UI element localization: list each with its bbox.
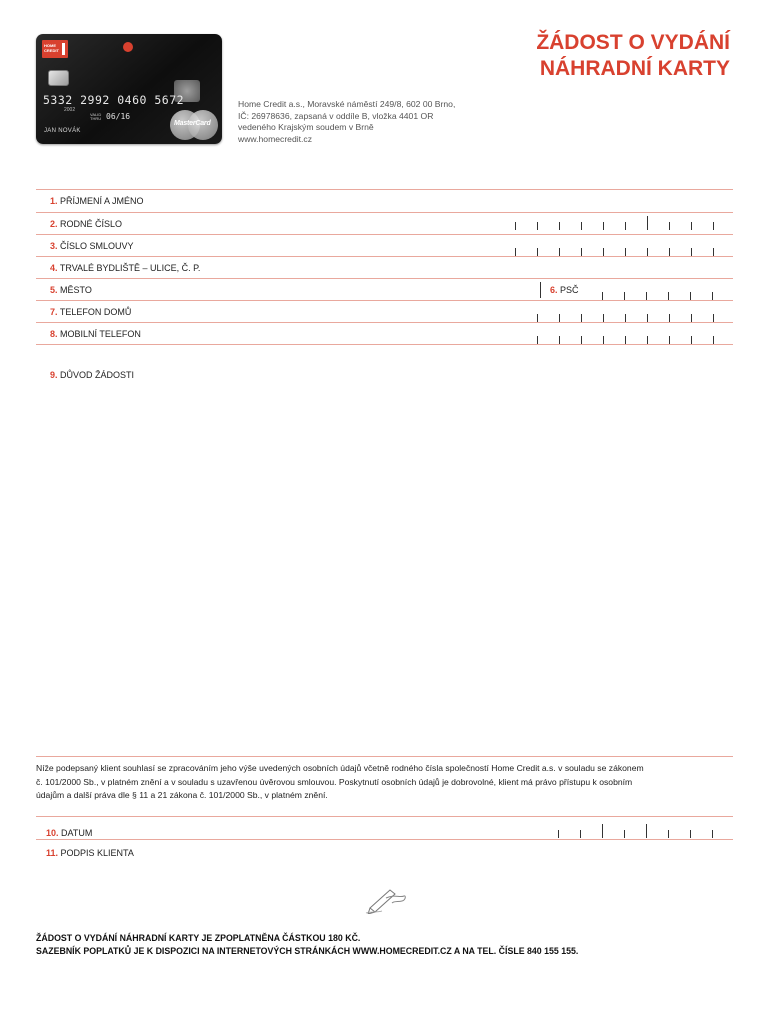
card-holder: JAN NOVÁK [44, 128, 81, 134]
home-credit-logo: HOME CREDIT [42, 40, 68, 58]
card-network: MasterCard [174, 120, 211, 127]
field-home-phone[interactable]: 7. TELEFON DOMŮ [50, 307, 132, 317]
page-title-line1: ŽÁDOST O VYDÁNÍ [536, 31, 730, 54]
contract-number-ticks [515, 246, 735, 256]
mastercard-logo-icon [170, 110, 220, 140]
company-registration: IČ: 26978636, zapsaná v oddíle B, vložka 4401 OR [238, 110, 434, 121]
field-date[interactable]: 10. DATUM [46, 828, 93, 838]
card-chip-icon [48, 70, 69, 86]
home-phone-ticks [537, 312, 714, 322]
postal-code-ticks [602, 290, 713, 300]
signature-pen-icon [364, 884, 408, 914]
field-postal-code[interactable]: 6. PSČ [550, 285, 579, 295]
field-reason[interactable]: 9. DŮVOD ŽÁDOSTI [50, 370, 135, 380]
date-ticks [558, 828, 713, 838]
company-court: vedeného Krajským soudem v Brně [238, 122, 374, 132]
mobile-phone-ticks [537, 334, 714, 344]
city-psc-separator [540, 282, 541, 298]
company-address: Home Credit a.s., Moravské náměstí 249/8, 602 00 Brno, [238, 99, 456, 109]
divider [36, 344, 733, 345]
company-info [238, 99, 455, 145]
field-full-name[interactable]: 1. PŘÍJMENÍ A JMÉNO [50, 196, 144, 206]
card-member-since: 2002 [64, 107, 76, 113]
field-city[interactable]: 5. MĚSTO [50, 285, 92, 295]
divider [36, 234, 733, 235]
fee-notice: ŽÁDOST O VYDÁNÍ NÁHRADNÍ KARTY JE ZPOPLATNĚNA ČÁSTKOU 180 KČ. SAZEBNÍK POPLATKŮ JE K DISPOZICI NA INTERNETOVÝCH STRÁNKÁCH WWW.HOMECREDIT.CZ A NA TEL. ČÍSLE 840 155 155. [36, 933, 579, 956]
field-mobile-phone[interactable]: 8. MOBILNÍ TELEFON [50, 329, 141, 339]
birth-number-ticks [515, 220, 735, 230]
card-valid-label: VALID THRU [90, 112, 102, 121]
divider [36, 278, 733, 279]
divider [36, 300, 733, 301]
divider [36, 322, 733, 323]
divider [36, 256, 733, 257]
card-expiry: 06/16 [106, 112, 131, 121]
divider [36, 189, 733, 190]
page-title-line2: NÁHRADNÍ KARTY [539, 57, 730, 80]
field-birth-number[interactable]: 2. RODNÉ ČÍSLO [50, 219, 123, 229]
page-title [536, 30, 730, 82]
field-signature[interactable]: 11. PODPIS KLIENTA [46, 848, 134, 858]
divider [36, 816, 733, 817]
field-contract-number[interactable]: 3. ČÍSLO SMLOUVY [50, 241, 134, 251]
card-number: 5332 2992 0460 5672 [43, 93, 185, 107]
field-address[interactable]: 4. TRVALÉ BYDLIŠTĚ – ULICE, Č. P. [50, 263, 201, 273]
divider [36, 839, 733, 840]
consent-text: Níže podepsaný klient souhlasí se zpracováním jeho výše uvedených osobních údajů včetně rodného čísla společností Home Credit a.s. v souladu se zákonem č. 101/2000 Sb., v platném znění a v souladu s uzavřenou úvěrovou smlouvou. Poskytnutí osobních údajů je dobrovolné, klient má právo přístupu k osobním údajům a další práva dle § 11 a 21 zákona č. 101/2000 Sb., v platném znění. [36, 763, 644, 800]
company-web: www.homecredit.cz [238, 133, 313, 144]
divider [36, 212, 733, 213]
credit-card-image [36, 34, 222, 144]
card-dot-icon [123, 42, 133, 52]
divider [36, 756, 733, 757]
